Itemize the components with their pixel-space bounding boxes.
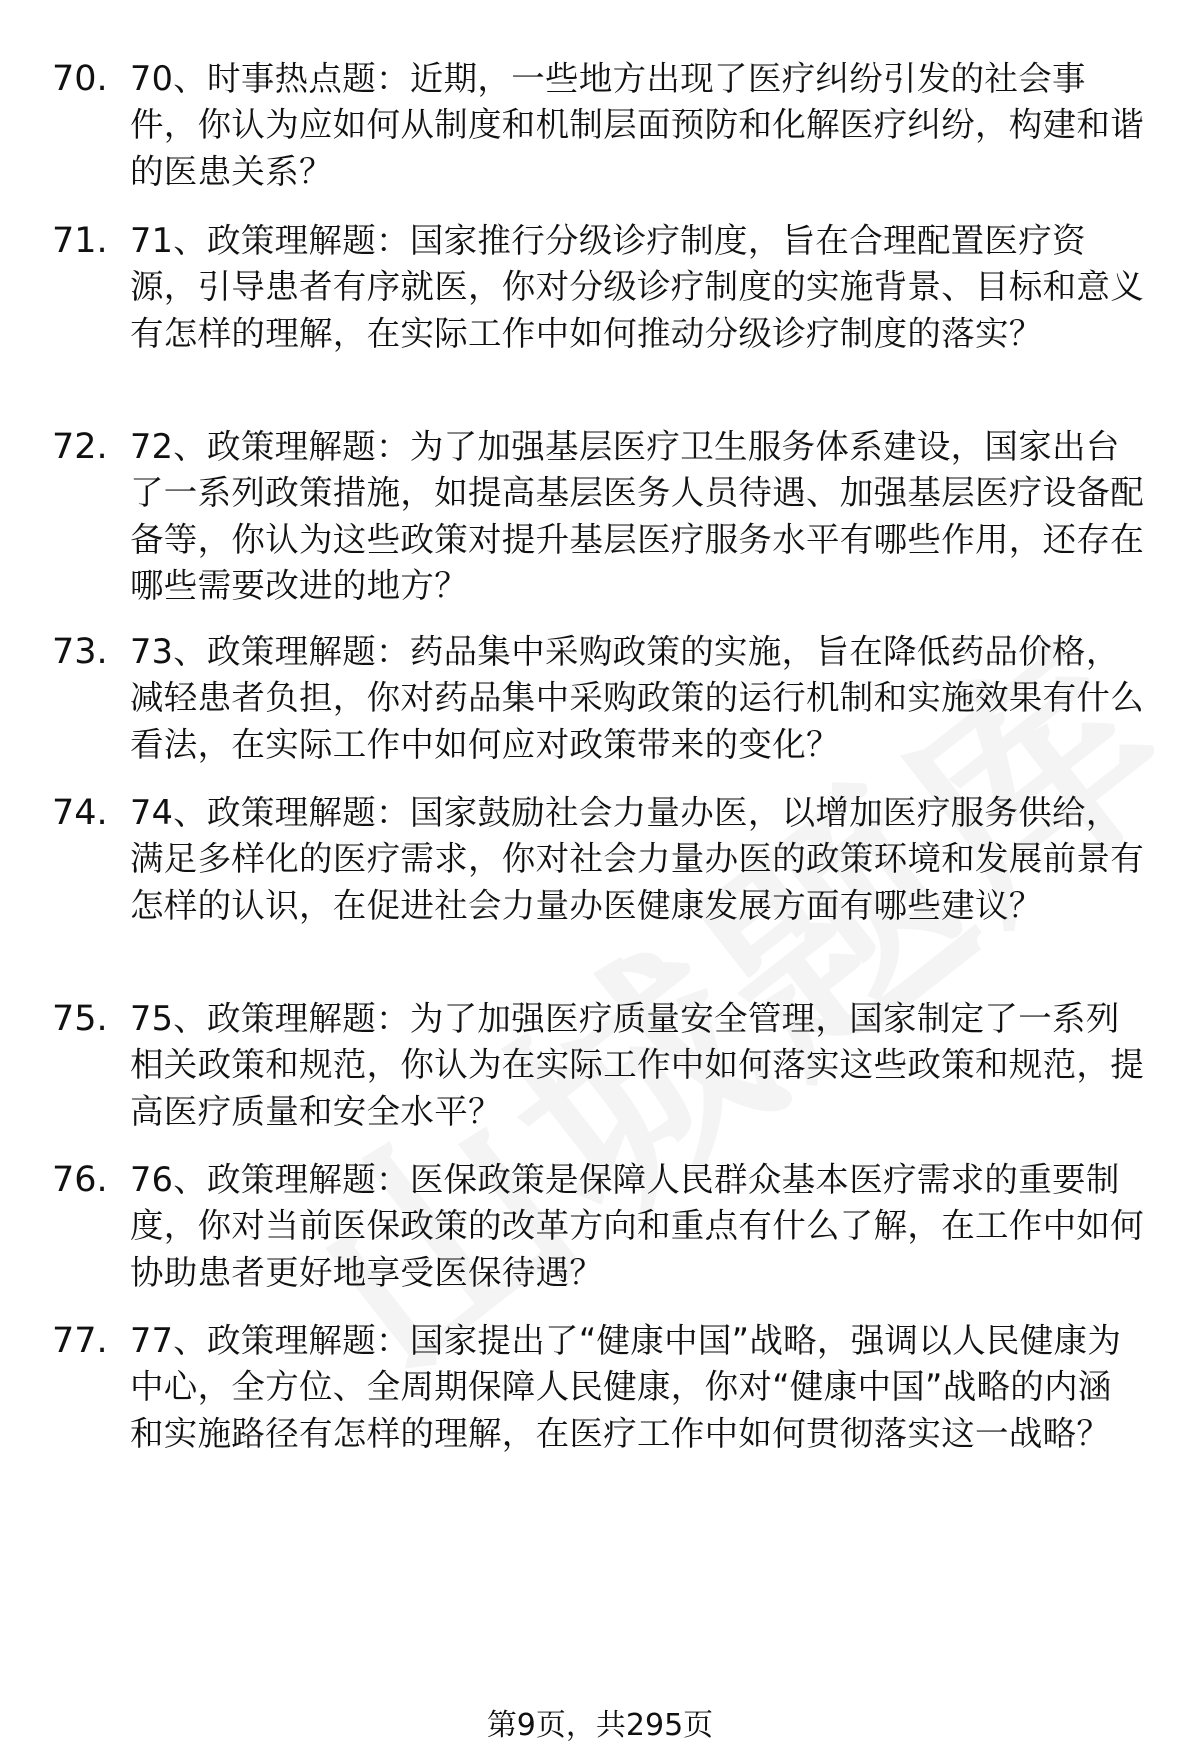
question-text: 72、政策理解题：为了加强基层医疗卫生服务体系建设，国家出台了一系列政策措施，如提高基层医务人员待遇、加强基层医疗设备配备等，你认为这些政策对提升基层医疗服务水平有哪些作用，还存在哪些需要改进的地方？ — [130, 427, 1144, 605]
question-text: 75、政策理解题：为了加强医疗质量安全管理，国家制定了一系列相关政策和规范，你认为在实际工作中如何落实这些政策和规范，提高医疗质量和安全水平？ — [130, 999, 1144, 1131]
question-number: 77. — [52, 1321, 108, 1361]
question-number: 76. — [52, 1160, 108, 1200]
question-number: 74. — [52, 793, 108, 833]
page-number-footer: 第9页，共295页 — [486, 1708, 714, 1743]
question-text: 73、政策理解题：药品集中采购政策的实施，旨在降低药品价格，减轻患者负担，你对药品集中采购政策的运行机制和实施效果有什么看法，在实际工作中如何应对政策带来的变化？ — [130, 632, 1144, 764]
question-number: 70. — [52, 59, 108, 99]
question-number: 75. — [52, 999, 108, 1039]
question-text: 77、政策理解题：国家提出了“健康中国”战略，强调以人民健康为中心，全方位、全周期保障人民健康，你对“健康中国”战略的内涵和实施路径有怎样的理解，在医疗工作中如何贯彻落实这一战略？ — [130, 1321, 1122, 1453]
question-number: 71. — [52, 221, 108, 261]
question-text: 71、政策理解题：国家推行分级诊疗制度，旨在合理配置医疗资源，引导患者有序就医，你对分级诊疗制度的实施背景、目标和意义有怎样的理解，在实际工作中如何推动分级诊疗制度的落实？ — [130, 221, 1144, 353]
question-number: 73. — [52, 632, 108, 672]
question-text: 76、政策理解题：医保政策是保障人民群众基本医疗需求的重要制度，你对当前医保政策的改革方向和重点有什么了解，在工作中如何协助患者更好地享受医保待遇？ — [130, 1160, 1144, 1292]
question-number: 72. — [52, 427, 108, 467]
question-text: 74、政策理解题：国家鼓励社会力量办医，以增加医疗服务供给，满足多样化的医疗需求，你对社会力量办医的政策环境和发展前景有怎样的认识，在促进社会力量办医健康发展方面有哪些建议？ — [130, 793, 1144, 925]
question-text: 70、时事热点题：近期，一些地方出现了医疗纠纷引发的社会事件，你认为应如何从制度和机制层面预防和化解医疗纠纷，构建和谐的医患关系？ — [130, 59, 1144, 191]
